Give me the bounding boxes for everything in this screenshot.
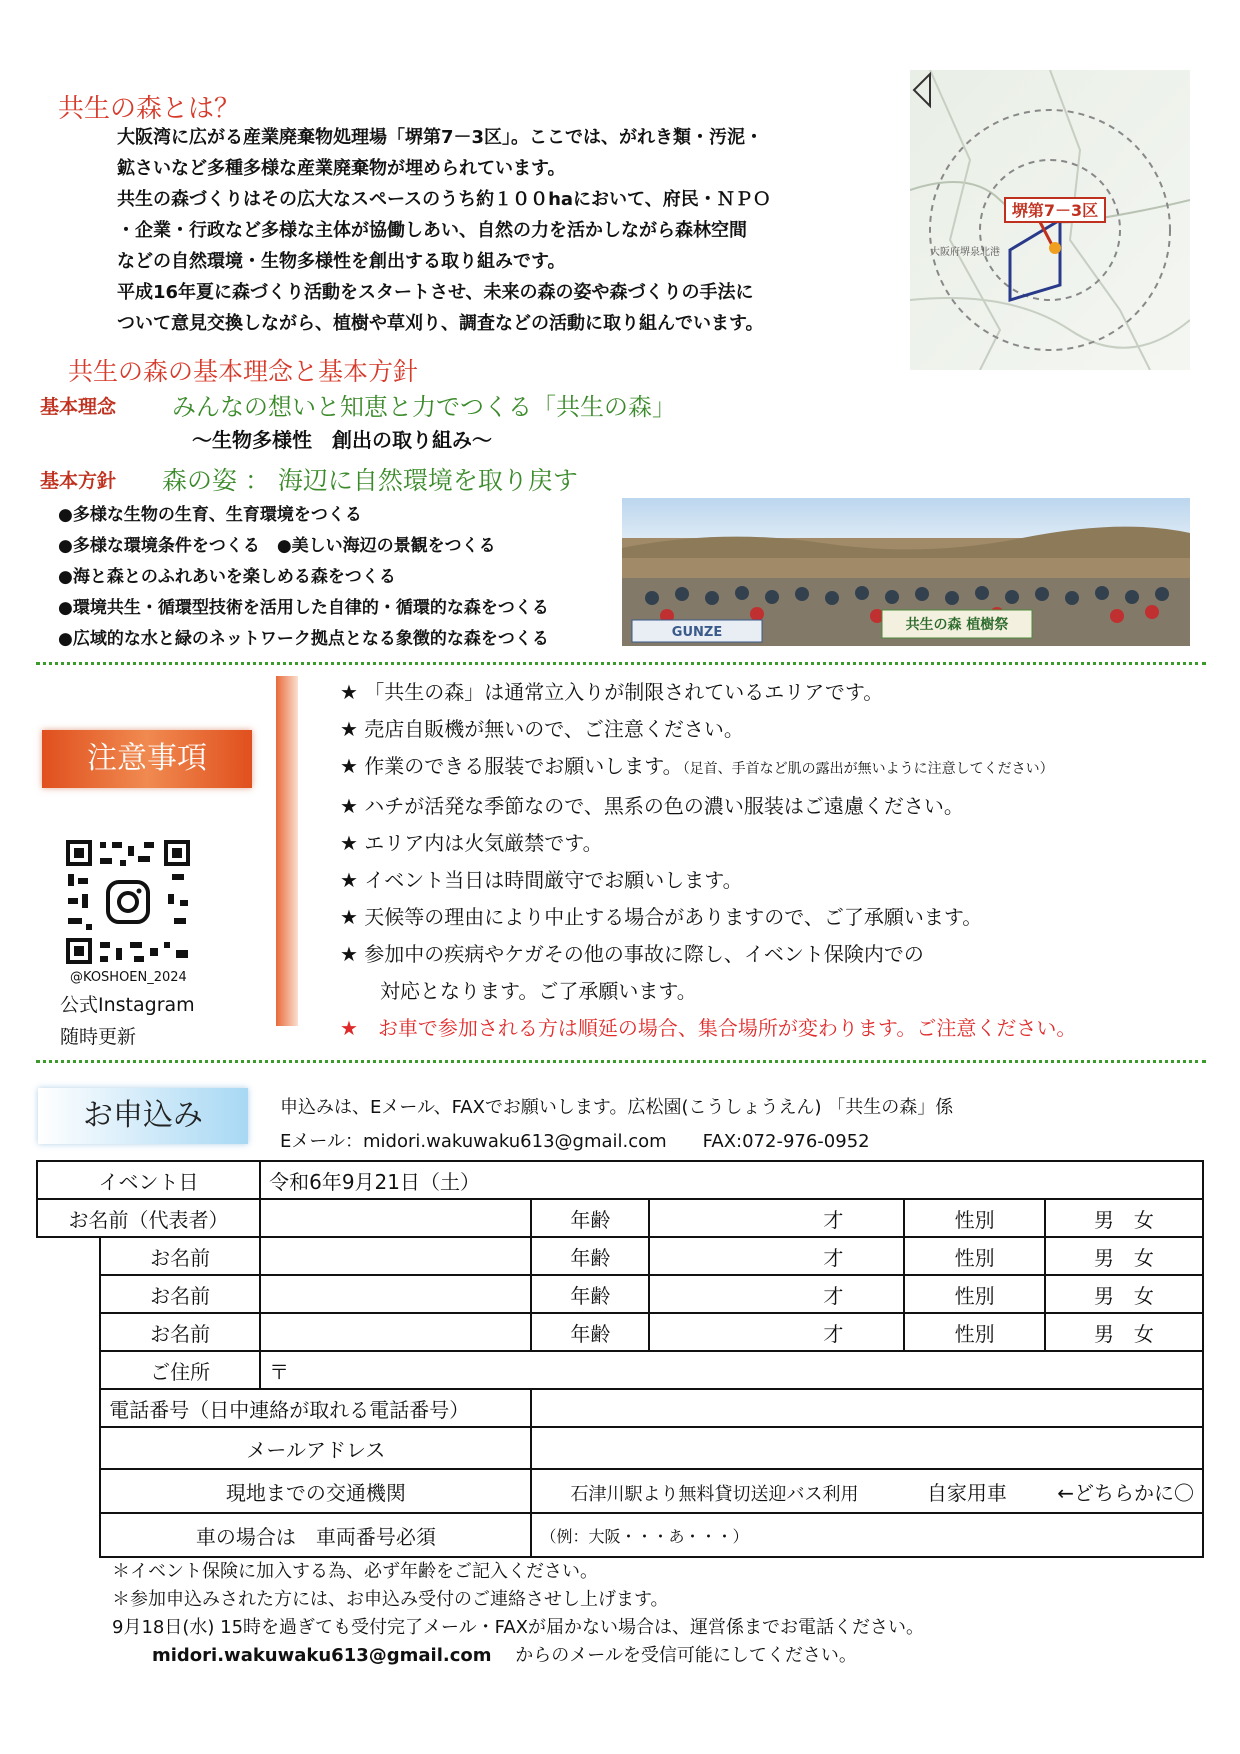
sex-label: 性別 bbox=[904, 1199, 1044, 1237]
application-form bbox=[36, 1160, 1204, 1558]
transport-bus-option[interactable]: 石津川駅より無料貸切送迎バス利用 bbox=[570, 1483, 859, 1505]
age-field[interactable] bbox=[649, 1275, 904, 1313]
notice-list bbox=[340, 674, 1076, 1047]
about-line: ・企業・行政など多様な主体が協働しあい、自然の力を活かしながら森林空間 bbox=[117, 220, 747, 241]
policy-item: ●海と森とのふれあいを楽しめる森をつくる bbox=[58, 567, 396, 587]
name-label: お名前 bbox=[100, 1313, 260, 1351]
indent-spacer bbox=[37, 1427, 100, 1469]
car-number-label: 車の場合は 車両番号必須 bbox=[100, 1513, 531, 1557]
notice-item: 対応となります。ご了承願います。 bbox=[340, 979, 697, 1003]
form-row-transport bbox=[37, 1469, 1203, 1513]
about-line: 平成16年夏に森づくり活動をスタートさせ、未来の森の姿や森づくりの手法に bbox=[117, 282, 754, 303]
age-label: 年齢 bbox=[531, 1313, 649, 1351]
age-label: 年齢 bbox=[531, 1199, 649, 1237]
event-date-label: イベント日 bbox=[37, 1161, 260, 1199]
name-label: お名前 bbox=[100, 1275, 260, 1313]
notice-item: ★ イベント当日は時間厳守でお願いします。 bbox=[340, 868, 743, 892]
hoshin-text: 森の姿 ： 海辺に自然環境を取り戻す bbox=[162, 466, 578, 495]
indent-spacer bbox=[37, 1469, 100, 1513]
notice-item: ★ 「共生の森」は通常立入りが制限されているエリアです。 bbox=[340, 680, 884, 704]
rinen-label: 基本理念 bbox=[40, 396, 117, 418]
form-note-deadline: 9月18日(水) 15時を過ぎても受付完了メール・FAXが届かない場合は、運営係までお電話ください。 bbox=[112, 1617, 925, 1638]
age-unit: 才 bbox=[823, 1207, 844, 1232]
age-field[interactable] bbox=[649, 1199, 904, 1237]
notice-item: ★ 売店自販機が無いので、ご注意ください。 bbox=[340, 717, 744, 741]
rinen-subtext: ～生物多様性 創出の取り組み～ bbox=[192, 428, 492, 452]
photo-banner-gunze: GUNZE bbox=[671, 625, 723, 640]
notice-item-warning bbox=[340, 1010, 1076, 1047]
map-sublabel: 大阪府堺泉北港 bbox=[930, 247, 1000, 258]
notice-item: ★ ハチが活発な季節なので、黒系の色の濃い服装はご遠慮ください。 bbox=[340, 794, 964, 818]
sex-options[interactable]: 男 女 bbox=[1045, 1275, 1203, 1313]
apply-title: お申込み bbox=[83, 1098, 203, 1133]
form-row-phone bbox=[37, 1389, 1203, 1427]
form-row-name bbox=[37, 1313, 1203, 1351]
car-number-field[interactable] bbox=[531, 1513, 1203, 1557]
sex-label: 性別 bbox=[904, 1313, 1044, 1351]
policy-item: ●多様な環境条件をつくる ●美しい海辺の景観をつくる bbox=[58, 536, 496, 556]
notice-title: 注意事項 bbox=[87, 741, 207, 776]
phone-label: 電話番号（日中連絡が取れる電話番号） bbox=[100, 1389, 531, 1427]
car-number-example: （例：大阪・・・あ・・・） bbox=[540, 1527, 749, 1546]
address-label: ご住所 bbox=[100, 1351, 260, 1389]
form-note: ＊参加申込みされた方には、お申込み受付のご連絡させし上げます。 bbox=[112, 1589, 669, 1610]
policy-item: ●多様な生物の生育、生育環境をつくる bbox=[58, 505, 362, 525]
sex-options[interactable]: 男 女 bbox=[1045, 1237, 1203, 1275]
name-field[interactable] bbox=[260, 1237, 531, 1275]
section-divider bbox=[36, 662, 1206, 665]
form-row-rep bbox=[37, 1199, 1203, 1237]
notice-item bbox=[340, 748, 1076, 788]
postal-mark: 〒 bbox=[269, 1359, 290, 1384]
policy-item: ●環境共生・循環型技術を活用した自律的・循環的な森をつくる bbox=[58, 598, 549, 618]
email-footer-text: からのメールを受信可能にしてください。 bbox=[515, 1645, 857, 1666]
apply-instructions: 申込みは、Eメール、FAXでお願いします。広松園(こうしょうえん) 「共生の森」係 bbox=[280, 1097, 954, 1118]
rep-name-field[interactable] bbox=[260, 1199, 531, 1237]
sex-options[interactable]: 男 女 bbox=[1045, 1313, 1203, 1351]
map-label: 堺第7－3区 bbox=[1011, 201, 1099, 220]
about-text bbox=[117, 122, 907, 339]
notice-item: ★ エリア内は火気厳禁です。 bbox=[340, 831, 603, 855]
notice-item: ★ 参加中の疾病やケガその他の事故に際し、イベント保険内での bbox=[340, 942, 924, 966]
email-label: メールアドレス bbox=[100, 1427, 531, 1469]
age-unit: 才 bbox=[823, 1321, 844, 1346]
warning-star-icon: ★ bbox=[340, 1016, 358, 1040]
about-line: 鉱さいなど多種多様な産業廃棄物が埋められています。 bbox=[117, 158, 566, 179]
transport-options[interactable] bbox=[531, 1469, 1203, 1513]
sex-options[interactable]: 男 女 bbox=[1045, 1199, 1203, 1237]
age-label: 年齢 bbox=[531, 1237, 649, 1275]
age-unit: 才 bbox=[823, 1245, 844, 1270]
notice-badge bbox=[42, 730, 252, 788]
group-photo bbox=[622, 498, 1190, 646]
indent-spacer bbox=[37, 1351, 100, 1389]
notice-item: ★ 天候等の理由により中止する場合がありますので、ご了承願います。 bbox=[340, 905, 983, 929]
form-row-name bbox=[37, 1275, 1203, 1313]
form-notes bbox=[112, 1558, 669, 1614]
about-line: 共生の森づくりはその広大なスペースのうち約１００haにおいて、府民・ＮＰＯ bbox=[117, 189, 771, 210]
age-label: 年齢 bbox=[531, 1275, 649, 1313]
about-line: などの自然環境・生物多様性を創出する取り組みです。 bbox=[117, 251, 566, 272]
sex-label: 性別 bbox=[904, 1237, 1044, 1275]
transport-hint: ←どちらかに〇 bbox=[1057, 1480, 1194, 1505]
instagram-qr-code[interactable] bbox=[64, 838, 192, 966]
age-unit: 才 bbox=[823, 1283, 844, 1308]
sex-label: 性別 bbox=[904, 1275, 1044, 1313]
section-divider bbox=[36, 1060, 1206, 1063]
name-field[interactable] bbox=[260, 1313, 531, 1351]
indent-spacer bbox=[37, 1389, 100, 1427]
form-row-name bbox=[37, 1237, 1203, 1275]
apply-contact: Eメール：midori.wakuwaku613@gmail.com FAX:072-976-0952 bbox=[280, 1131, 870, 1152]
phone-field[interactable] bbox=[531, 1389, 1203, 1427]
apply-badge bbox=[38, 1088, 248, 1144]
age-field[interactable] bbox=[649, 1237, 904, 1275]
policy-item: ●広域的な水と緑のネットワーク拠点となる象徴的な森をつくる bbox=[58, 629, 549, 649]
age-field[interactable] bbox=[649, 1313, 904, 1351]
transport-car-option[interactable]: 自家用車 bbox=[926, 1480, 1007, 1505]
hoshin-label: 基本方針 bbox=[40, 470, 117, 492]
name-label: お名前 bbox=[100, 1237, 260, 1275]
email-footer bbox=[152, 1642, 857, 1670]
principles-title: 共生の森の基本理念と基本方針 bbox=[68, 357, 419, 386]
site-map bbox=[910, 70, 1190, 370]
indent-spacer bbox=[37, 1237, 100, 1275]
about-line: 大阪湾に広がる産業廃棄物処理場「堺第7－3区」。ここでは、がれき類・汚泥・ bbox=[117, 127, 764, 148]
email-field[interactable] bbox=[531, 1427, 1203, 1469]
email-footer-address: midori.wakuwaku613@gmail.com bbox=[152, 1645, 492, 1666]
indent-spacer bbox=[37, 1313, 100, 1351]
notice-accent-bar bbox=[276, 676, 298, 1026]
form-row-car bbox=[37, 1513, 1203, 1557]
photo-banner-event: 共生の森 植樹祭 bbox=[905, 617, 1009, 633]
instagram-handle: @KOSHOEN_2024 bbox=[70, 970, 187, 985]
name-field[interactable] bbox=[260, 1275, 531, 1313]
indent-spacer bbox=[37, 1513, 100, 1557]
rep-name-label: お名前（代表者） bbox=[37, 1199, 260, 1237]
policy-list bbox=[58, 500, 549, 655]
about-title: 共生の森とは？ bbox=[58, 94, 241, 124]
form-row-event bbox=[37, 1161, 1203, 1199]
rinen-text: みんなの想いと知恵と力でつくる「共生の森」 bbox=[172, 393, 676, 421]
form-note: ＊イベント保険に加入する為、必ず年齢をご記入ください。 bbox=[112, 1561, 598, 1582]
indent-spacer bbox=[37, 1275, 100, 1313]
about-line: ついて意見交換しながら、植樹や草刈り、調査などの活動に取り組んでいます。 bbox=[117, 313, 764, 334]
address-field[interactable] bbox=[260, 1351, 1203, 1389]
instagram-label: 公式Instagram bbox=[60, 994, 195, 1016]
form-row-address bbox=[37, 1351, 1203, 1389]
form-row-email bbox=[37, 1427, 1203, 1469]
instagram-update: 随時更新 bbox=[60, 1026, 137, 1048]
event-date-value: 令和6年9月21日（土） bbox=[260, 1161, 1203, 1199]
notice-item-subnote: （足首、手首など肌の露出が無いように注意してください） bbox=[682, 761, 1054, 777]
notice-item-text: ★ 作業のできる服装でお願いします。 bbox=[340, 754, 683, 778]
transport-label: 現地までの交通機関 bbox=[100, 1469, 531, 1513]
notice-warning-text: お車で参加される方は順延の場合、集合場所が変わります。ご注意ください。 bbox=[377, 1016, 1077, 1040]
